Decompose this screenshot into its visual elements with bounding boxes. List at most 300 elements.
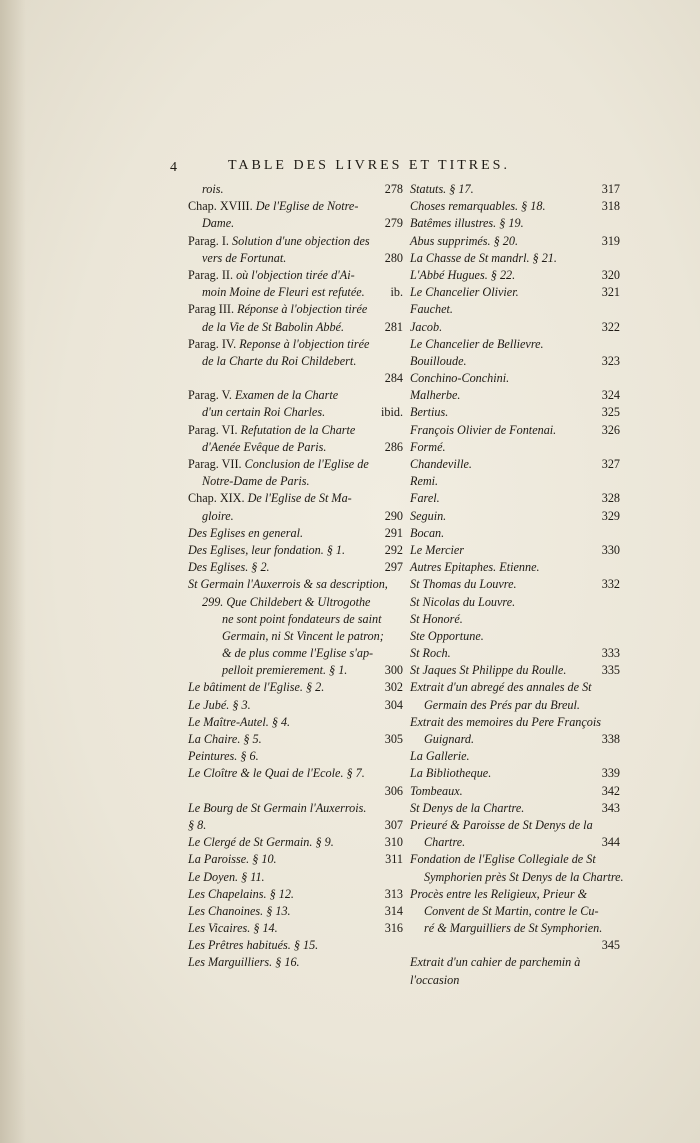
index-entry (188, 594, 403, 611)
index-entry (410, 748, 620, 765)
entry-text: Solution d'une objection des (232, 233, 370, 248)
entry-text: de la Charte du Roi Childebert. (202, 353, 357, 368)
entry-page-number: 313 (384, 886, 403, 901)
entry-title (188, 612, 381, 626)
entry-title (410, 887, 587, 901)
index-entry (188, 233, 403, 250)
entry-text: Le Cloître & le Quai de l'Ecole. § 7. (188, 766, 365, 781)
index-entry (188, 319, 403, 336)
index-entry (188, 559, 403, 576)
entry-title (188, 801, 366, 815)
index-entry (188, 473, 403, 490)
index-entry (410, 628, 620, 645)
entry-title (410, 612, 463, 626)
entry-title (410, 835, 465, 849)
entry-title (410, 646, 451, 660)
entry-title (410, 320, 442, 334)
entry-title (188, 818, 206, 832)
entry-title (410, 457, 472, 471)
index-entry (188, 748, 403, 765)
entry-title (410, 268, 515, 282)
entry-text: Seguin. (410, 508, 447, 523)
entry-text: § 8. (188, 817, 207, 832)
entry-text: La Gallerie. (410, 749, 470, 764)
entry-title (410, 801, 524, 815)
entry-text: Les Vicaires. § 14. (188, 921, 278, 936)
entry-text: Notre-Dame de Paris. (202, 474, 310, 489)
entry-page-number: ibid. (380, 405, 403, 420)
entry-title (410, 474, 438, 488)
entry-title (410, 749, 470, 763)
index-entry (410, 387, 620, 404)
entry-title (188, 663, 347, 677)
entry-title (188, 955, 300, 969)
entry-text: L'Abbé Hugues. § 22. (410, 267, 516, 282)
entry-text: Abus supprimés. § 20. (410, 233, 518, 248)
entry-title (410, 766, 491, 780)
entry-page-number: 316 (384, 921, 403, 936)
entry-title (188, 577, 388, 591)
entry-title (410, 543, 464, 557)
entry-page-number: 317 (601, 182, 620, 196)
entry-text: Choses remarquables. § 18. (410, 199, 546, 214)
index-entry (188, 370, 403, 387)
index-entry (410, 525, 620, 542)
entry-title (410, 234, 518, 248)
entry-text: Formé. (410, 439, 446, 454)
index-entry (410, 611, 620, 628)
entry-text: De l'Eglise de Notre- (255, 199, 359, 214)
entry-page-number: 290 (384, 508, 403, 523)
entry-title (410, 955, 580, 969)
index-entry (410, 404, 620, 421)
entry-text: Extrait d'un abregé des annales de St (410, 680, 592, 695)
entry-page-number: 302 (384, 680, 403, 695)
entry-title (188, 766, 365, 780)
entry-text: où l'objection tirée d'Ai- (236, 267, 355, 282)
index-entry (410, 233, 620, 250)
index-entry (188, 697, 403, 714)
entry-title (410, 595, 515, 609)
entry-title (410, 199, 546, 213)
entry-title (188, 354, 356, 368)
entry-text: Conclusion de l'Eglise de (244, 457, 369, 471)
index-entry (188, 525, 403, 542)
entry-text: Ste Opportune. (410, 628, 484, 643)
entry-title (188, 474, 310, 488)
entry-page-number: 344 (601, 835, 620, 850)
entry-page-number: 281 (384, 319, 403, 334)
entry-title (410, 405, 448, 419)
index-entry (410, 834, 620, 851)
entry-page-number: 345 (601, 938, 620, 953)
index-entry (188, 267, 403, 284)
entry-text: l'occasion (410, 972, 460, 987)
entry-text: Les Chanoines. § 13. (188, 903, 291, 918)
index-entry (410, 319, 620, 336)
entry-text: Les Chapelains. § 12. (188, 886, 294, 901)
index-entry (410, 456, 620, 473)
entry-title (410, 870, 624, 884)
entry-text: 299. Que Childebert & Ultrogothe (202, 594, 371, 609)
entry-text: Jacob. (410, 319, 443, 334)
entry-text: St Nicolas du Louvre. (410, 594, 516, 609)
index-entry (188, 834, 403, 851)
index-entry (410, 267, 620, 284)
entry-text: Procès entre les Religieux, Prieur & (410, 886, 588, 901)
entry-text: ré & Marguilliers de St Symphorien. (424, 921, 603, 936)
index-entry (188, 576, 403, 593)
index-entry (410, 284, 620, 301)
entry-text: Les Marguilliers. § 16. (188, 955, 300, 970)
entry-text: Bertius. (410, 405, 449, 420)
index-entry (188, 662, 403, 679)
entry-text: Dame. (202, 216, 235, 231)
entry-title (188, 629, 384, 643)
entry-text: Remi. (410, 474, 439, 489)
entry-title (410, 491, 440, 505)
entry-text: Le Doyen. § 11. (188, 869, 265, 884)
index-entry (188, 404, 403, 421)
entry-title (188, 320, 344, 334)
entry-title (188, 251, 286, 265)
index-entry (188, 954, 403, 971)
entry-title (410, 423, 556, 437)
entry-text: Prieuré & Paroisse de St Denys de la (410, 817, 593, 832)
entry-text: St Germain l'Auxerrois & sa description, (188, 577, 388, 592)
entry-text: Conchino-Conchini. (410, 371, 510, 386)
entry-title (188, 285, 365, 299)
entry-title (188, 405, 325, 419)
entry-text: gloire. (202, 508, 234, 523)
entry-text: d'un certain Roi Charles. (202, 405, 326, 420)
page-gutter-shadow (0, 0, 26, 1143)
entry-page-number: 326 (601, 422, 620, 437)
running-header (170, 158, 580, 182)
entry-text: Le Maître-Autel. § 4. (188, 714, 291, 729)
entry-page-number: 286 (384, 439, 403, 454)
entry-page-number: 338 (601, 732, 620, 746)
index-entry (410, 903, 620, 920)
entry-text: François Olivier de Fontenai. (410, 422, 557, 437)
entry-text: Le bâtiment de l'Eglise. § 2. (188, 680, 325, 695)
index-entry (410, 817, 620, 834)
entry-title (188, 595, 370, 609)
entry-page-number: 330 (601, 542, 620, 557)
index-entry (410, 594, 620, 611)
entry-title (410, 663, 566, 677)
entry-text: ne sont point fondateurs de saint (222, 611, 382, 626)
entry-title (410, 440, 446, 454)
entry-title (188, 440, 326, 454)
entry-title (410, 251, 557, 265)
entry-text: d'Aenée Evêque de Paris. (202, 439, 327, 454)
entry-title (410, 216, 524, 230)
entry-text: Des Eglises. § 2. (188, 560, 270, 575)
entry-page-number: 323 (601, 353, 620, 368)
entry-text: Extrait des memoires du Pere François (410, 714, 602, 729)
entry-page-number: 332 (601, 577, 620, 592)
index-entry (410, 422, 620, 439)
entry-title (188, 302, 367, 316)
entry-text: de la Vie de St Babolin Abbé. (202, 319, 345, 334)
index-entry (188, 301, 403, 318)
index-entry (188, 611, 403, 628)
index-entry (410, 714, 620, 731)
entry-title (188, 732, 262, 746)
entry-text: Symphorien près St Denys de la Chartre. (424, 869, 624, 884)
entry-title (188, 749, 259, 763)
entry-title (410, 509, 446, 523)
index-entry (410, 972, 620, 989)
entry-title (410, 852, 596, 866)
index-entry (410, 697, 620, 714)
entry-text: Le Bourg de St Germain l'Auxerrois. (188, 800, 367, 815)
index-column-right (410, 181, 624, 989)
index-entry (188, 439, 403, 456)
entry-text: rois. (202, 182, 224, 196)
entry-text: St Thomas du Louvre. (410, 577, 517, 592)
entry-chapter-label: Parag. VII. (188, 457, 245, 471)
entry-page-number: 318 (601, 199, 620, 214)
entry-title (410, 629, 484, 643)
entry-text: La Bibliotheque. (410, 766, 492, 781)
entry-title (410, 732, 474, 746)
entry-title (410, 526, 444, 540)
entry-text: vers de Fortunat. (202, 250, 287, 265)
index-entry (410, 490, 620, 507)
entry-title (188, 835, 334, 849)
index-entry (410, 679, 620, 696)
entry-text: Chandeville. (410, 457, 472, 471)
entry-title (188, 870, 265, 884)
entry-text: St Denys de la Chartre. (410, 800, 525, 815)
entry-page-number: 320 (601, 267, 620, 282)
entry-page-number: 324 (601, 388, 620, 403)
entry-text: La Chasse de St mandrl. § 21. (410, 250, 557, 265)
index-entry (188, 869, 403, 886)
entry-chapter-label: Parag. I. (188, 233, 232, 248)
entry-page-number: 305 (384, 732, 403, 746)
entry-text: Statuts. § 17. (410, 182, 474, 196)
entry-text: St Jaques St Philippe du Roulle. (410, 663, 567, 678)
entry-title (410, 904, 599, 918)
entry-page-number: 300 (384, 663, 403, 678)
entry-text: St Roch. (410, 646, 451, 661)
entry-text: Le Chancelier de Bellievre. (410, 336, 544, 351)
page-number: 4 (170, 160, 177, 175)
entry-title (188, 216, 234, 230)
entry-text: Chartre. (424, 835, 466, 850)
index-entry (410, 954, 620, 971)
entry-text: Le Mercier (410, 542, 465, 557)
entry-text: Autres Epitaphes. Etienne. (410, 560, 540, 575)
index-entry (410, 559, 620, 576)
entry-text: Bouilloude. (410, 353, 467, 368)
entry-text: pelloit premierement. § 1. (222, 663, 348, 678)
entry-title (410, 354, 467, 368)
entry-title (410, 715, 601, 729)
entry-page-number: 329 (601, 508, 620, 523)
index-entry (188, 920, 403, 937)
index-entry (410, 920, 620, 937)
entry-title (410, 818, 593, 832)
entry-chapter-label: Parag. VI. (188, 422, 241, 437)
index-entry (188, 765, 403, 782)
index-entry (188, 456, 403, 473)
entry-title (188, 457, 369, 471)
entry-page-number: 304 (384, 697, 403, 712)
entry-page-number: 291 (384, 525, 403, 540)
entry-page-number: 311 (385, 852, 403, 867)
entry-text: Le Chancelier Olivier. (410, 285, 519, 300)
index-entry (188, 542, 403, 559)
index-entry (410, 662, 620, 679)
index-entry (410, 439, 620, 456)
entry-title (188, 182, 224, 196)
index-entry (410, 800, 620, 817)
entry-title (188, 337, 369, 351)
index-entry (188, 886, 403, 903)
index-entry (410, 783, 620, 800)
index-entry (410, 215, 620, 232)
entry-chapter-label: Parag. IV. (188, 336, 240, 351)
index-entry (410, 370, 620, 387)
entry-title (410, 182, 474, 196)
index-entry (188, 679, 403, 696)
index-entry (410, 181, 620, 198)
entry-text: Examen de la Charte (234, 388, 339, 403)
entry-text: Farel. (410, 491, 440, 506)
index-entry (410, 250, 620, 267)
entry-title (188, 887, 294, 901)
index-entry (188, 645, 403, 662)
entry-page-number: 343 (601, 800, 620, 815)
entry-title (410, 388, 460, 402)
entry-title (188, 852, 277, 866)
entry-page-number: 325 (601, 405, 620, 420)
index-entry (410, 542, 620, 559)
entry-text: De l'Eglise de St Ma- (247, 491, 352, 506)
entry-text: Reponse à l'objection tirée (239, 336, 370, 351)
entry-text: Réponse à l'objection tirée (237, 302, 368, 317)
entry-title (410, 680, 592, 694)
entry-title (410, 337, 544, 351)
entry-title (188, 938, 318, 952)
entry-page-number: 279 (384, 216, 403, 231)
index-entry (188, 336, 403, 353)
index-entry (410, 198, 620, 215)
index-entry (188, 937, 403, 954)
entry-page-number: 284 (384, 371, 403, 386)
entry-title (410, 285, 519, 299)
entry-text: Extrait d'un cahier de parchemin à (410, 955, 581, 970)
entry-text: Refutation de la Charte (240, 422, 356, 437)
entry-title (188, 388, 338, 402)
entry-title (188, 698, 251, 712)
entry-text: Le Clergé de St Germain. § 9. (188, 835, 334, 850)
entry-title (188, 560, 270, 574)
index-entry (188, 250, 403, 267)
index-entry (188, 851, 403, 868)
entry-page-number: 327 (601, 457, 620, 471)
index-entry (410, 473, 620, 490)
entry-text: La Paroisse. § 10. (188, 852, 277, 867)
entry-chapter-label: Chap. XVIII. (188, 199, 256, 214)
entry-text: Convent de St Martin, contre le Cu- (424, 903, 599, 918)
entry-title (188, 509, 234, 523)
entry-page-number: 280 (384, 250, 403, 265)
index-column-left (188, 181, 403, 972)
index-entry (410, 869, 624, 886)
index-entry (410, 937, 620, 954)
entry-text: La Chaire. § 5. (188, 732, 262, 746)
index-entry (188, 198, 403, 215)
entry-title (410, 302, 453, 316)
entry-title (410, 921, 602, 935)
entry-title (188, 543, 345, 557)
entry-page-number: 319 (601, 233, 620, 248)
index-entry (188, 628, 403, 645)
entry-page-number: 322 (601, 319, 620, 334)
running-title: TABLE DES LIVRES ET TITRES. (228, 158, 510, 173)
entry-title (188, 921, 278, 935)
index-entry (188, 181, 403, 198)
index-entry (410, 886, 620, 903)
entry-page-number: 342 (601, 783, 620, 798)
entry-text: St Honoré. (410, 611, 463, 626)
index-entry (188, 714, 403, 731)
index-entry (188, 353, 403, 370)
index-entry (410, 645, 620, 662)
entry-chapter-label: Chap. XIX. (188, 491, 248, 506)
entry-page-number: 306 (384, 783, 403, 798)
index-entry (410, 765, 620, 782)
entry-page-number: 314 (384, 903, 403, 918)
index-entry (188, 284, 403, 301)
entry-title (410, 560, 540, 574)
entry-page-number: 292 (384, 542, 403, 557)
entry-title (410, 973, 459, 987)
entry-title (188, 646, 373, 660)
entry-title (188, 904, 291, 918)
entry-text: Tombeaux. (410, 783, 463, 798)
entry-page-number: 278 (384, 182, 403, 196)
index-entry (410, 336, 620, 353)
entry-title (410, 371, 509, 385)
entry-page-number: 307 (384, 817, 403, 832)
index-entry (188, 817, 403, 834)
index-entry (410, 353, 620, 370)
entry-text: moin Moine de Fleuri est refutée. (202, 285, 365, 300)
entry-page-number: 328 (601, 491, 620, 506)
index-entry (410, 851, 620, 868)
entry-title (188, 234, 370, 248)
entry-page-number: 333 (601, 646, 620, 661)
entry-page-number: 321 (601, 285, 620, 300)
entry-text: Guignard. (424, 732, 474, 746)
entry-page-number: 335 (601, 663, 620, 678)
index-entry (410, 301, 620, 318)
entry-text: & de plus comme l'Eglise s'ap- (222, 646, 374, 661)
index-entry (188, 731, 403, 748)
index-entry (188, 387, 403, 404)
entry-title (410, 577, 517, 591)
entry-page-number: ib. (390, 285, 403, 300)
entry-chapter-label: Parag. V. (188, 388, 235, 403)
entry-title (410, 698, 580, 712)
entry-title (188, 199, 358, 213)
